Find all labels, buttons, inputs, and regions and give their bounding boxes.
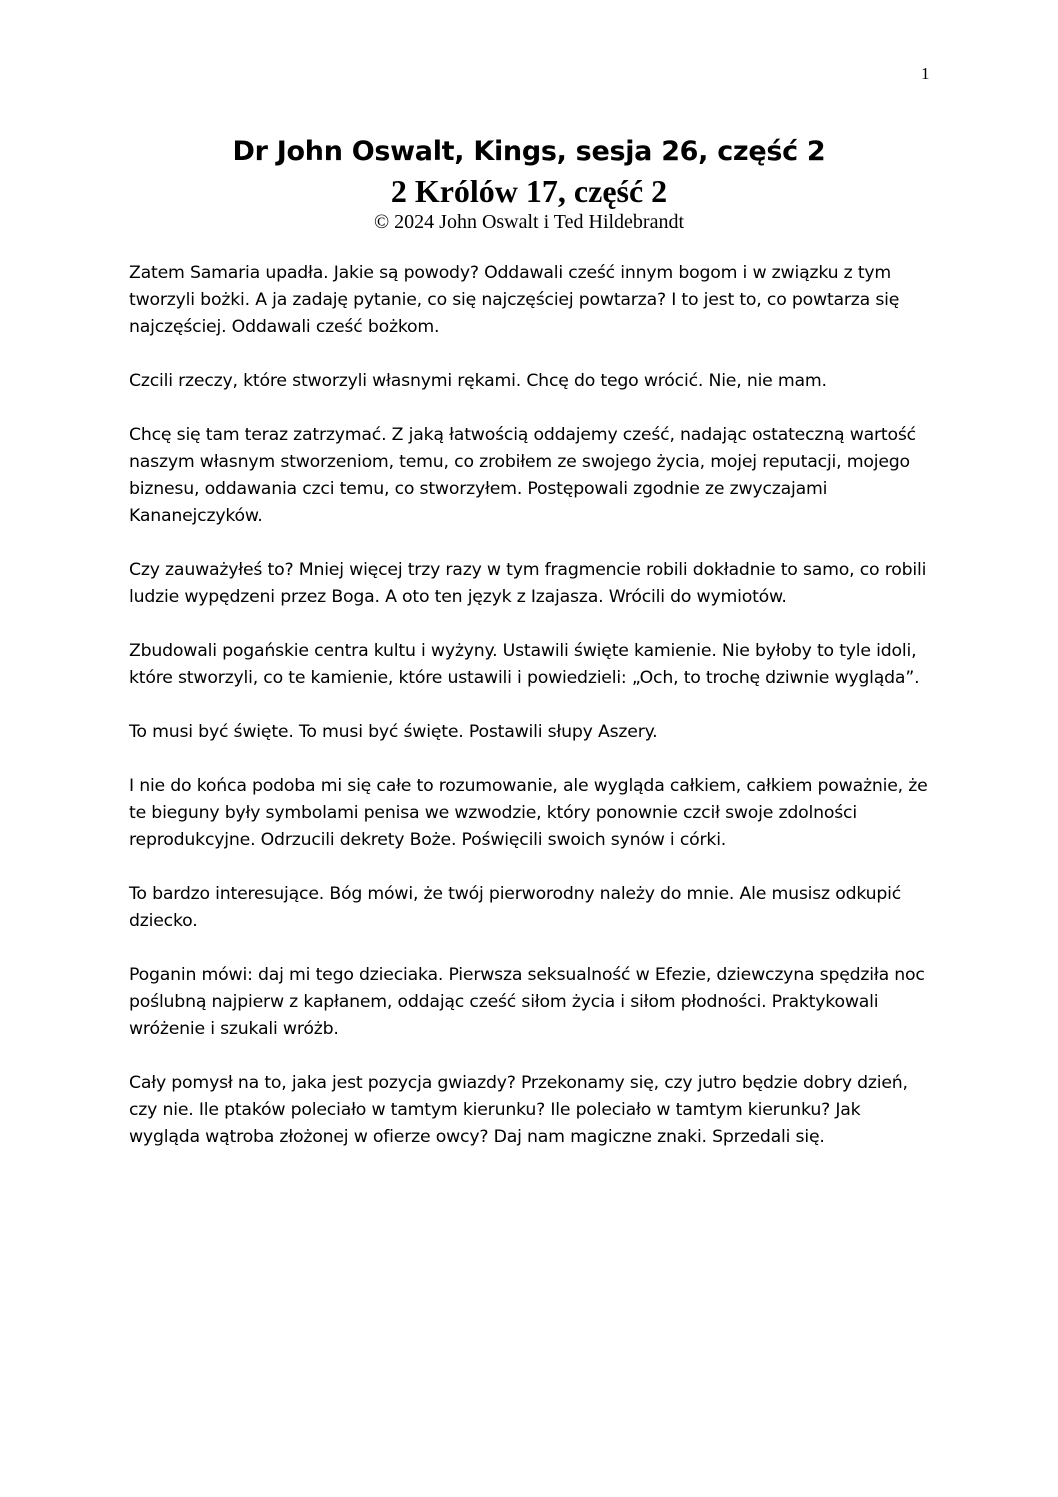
paragraph: Zbudowali pogańskie centra kultu i wyżyny. Ustawili święte kamienie. Nie byłoby to tyle idoli, które stworzyli, co te kamienie, które ustawili i powiedzieli: „Och, to trochę dziwnie wygląda”. <box>129 641 920 688</box>
document-subtitle: 2 Królów 17, część 2 <box>390 173 668 209</box>
paragraph: Zatem Samaria upadła. Jakie są powody? Oddawali cześć innym bogom i w związku z tym tworzyli bożki. A ja zadaję pytanie, co się najczęściej powtarza? I to jest to, co powtarza się najczęściej. Oddawali cześć bożkom. <box>129 263 900 337</box>
paragraph: Poganin mówi: daj mi tego dzieciaka. Pierwsza seksualność w Efezie, dziewczyna spędziła noc poślubną najpierw z kapłanem, oddając cześć siłom życia i siłom płodności. Praktykowali wróżenie i szukali wróżb. <box>129 965 925 1039</box>
paragraph: I nie do końca podoba mi się całe to rozumowanie, ale wygląda całkiem, całkiem poważnie, że te bieguny były symbolami penisa we wzwodzie, który ponownie czcił swoje zdolności reprodukcyjne. Odrzucili dekrety Boże. Poświęcili swoich synów i córki. <box>129 776 928 850</box>
document-body <box>129 260 929 1178</box>
page-number: 1 <box>921 64 930 83</box>
document-title: Dr John Oswalt, Kings, sesja 26, część 2 <box>232 136 826 167</box>
paragraph: Cały pomysł na to, jaka jest pozycja gwiazdy? Przekonamy się, czy jutro będzie dobry dzień, czy nie. Ile ptaków poleciało w tamtym kierunku? Ile poleciało w tamtym kierunku? Jak wygląda wątroba złożonej w ofierze owcy? Daj nam magiczne znaki. Sprzedali się. <box>129 1073 908 1147</box>
paragraph: Chcę się tam teraz zatrzymać. Z jaką łatwością oddajemy cześć, nadając ostateczną wartość naszym własnym stworzeniom, temu, co zrobiłem ze swojego życia, mojej reputacji, mojego biznesu, oddawania czci temu, co stworzyłem. Postępowali zgodnie ze zwyczajami Kananejczyków. <box>129 425 916 526</box>
paragraph: To musi być święte. To musi być święte. Postawili słupy Aszery. <box>129 722 658 742</box>
paragraph: To bardzo interesujące. Bóg mówi, że twój pierworodny należy do mnie. Ale musisz odkupić dziecko. <box>129 884 902 931</box>
document-header <box>0 133 1058 234</box>
copyright-notice: © 2024 John Oswalt i Ted Hildebrandt <box>373 211 685 233</box>
paragraph: Czcili rzeczy, które stworzyli własnymi rękami. Chcę do tego wrócić. Nie, nie mam. <box>129 371 827 391</box>
paragraph: Czy zauważyłeś to? Mniej więcej trzy razy w tym fragmencie robili dokładnie to samo, co robili ludzie wypędzeni przez Boga. A oto ten język z Izajasza. Wrócili do wymiotów. <box>129 560 927 607</box>
